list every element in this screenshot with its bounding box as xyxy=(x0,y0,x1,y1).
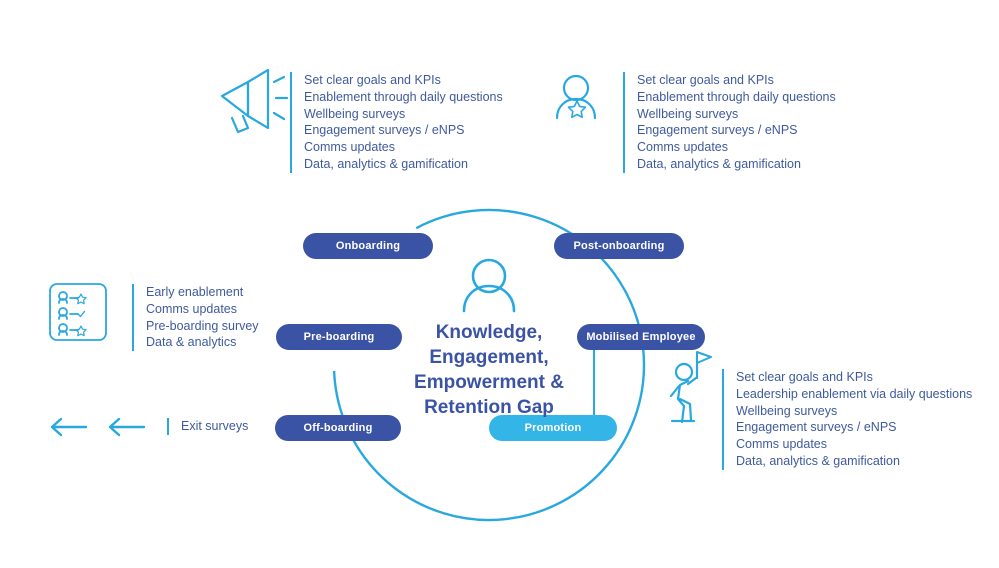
node-promotion-label: Promotion xyxy=(524,422,582,434)
post-onboarding-actions-block xyxy=(623,72,836,173)
node-post-onboarding[interactable] xyxy=(554,233,684,259)
offboarding-actions-block: Exit surveys xyxy=(167,418,248,435)
candidate-list-icon xyxy=(50,284,106,340)
person-star-icon xyxy=(557,76,595,118)
promotion-action-line: Comms updates xyxy=(736,437,828,452)
preboarding-action-line: Pre-boarding survey xyxy=(146,318,259,333)
node-mobilised-employee-label: Mobilised Employee xyxy=(586,331,696,343)
onboarding-action-line: Wellbeing surveys xyxy=(304,106,406,121)
post-onboarding-action-line: Comms updates xyxy=(637,140,729,155)
onboarding-action-line: Enablement through daily questions xyxy=(304,89,503,104)
preboarding-action-line: Comms updates xyxy=(146,301,238,316)
promotion-action-line: Set clear goals and KPIs xyxy=(736,370,873,384)
post-onboarding-action-line: Wellbeing surveys xyxy=(637,106,739,121)
promotion-action-line: Wellbeing surveys xyxy=(736,403,838,418)
promotion-action-line: Data, analytics & gamification xyxy=(736,453,900,468)
onboarding-action-line: Engagement surveys / eNPS xyxy=(304,123,465,138)
post-onboarding-action-line: Engagement surveys / eNPS xyxy=(637,123,798,138)
node-pre-boarding-label: Pre-boarding xyxy=(303,331,375,343)
preboarding-action-line: Early enablement xyxy=(146,285,244,299)
post-onboarding-action-line: Set clear goals and KPIs xyxy=(637,73,774,87)
onboarding-action-line: Data, analytics & gamification xyxy=(304,156,468,171)
node-post-onboarding-label: Post-onboarding xyxy=(573,240,665,252)
promotion-action-line: Leadership enablement via daily questions xyxy=(736,386,973,401)
employee-icon xyxy=(464,260,514,311)
onboarding-actions-block xyxy=(290,72,503,173)
megaphone-icon xyxy=(222,70,287,132)
promotion-actions-block xyxy=(722,369,972,470)
center-gap-label: Knowledge, Engagement, Empowerment & Retention Gap xyxy=(414,322,564,418)
arrow-left-icon xyxy=(52,419,144,435)
post-onboarding-action-line: Data, analytics & gamification xyxy=(637,156,801,171)
onboarding-action-line: Set clear goals and KPIs xyxy=(304,73,441,87)
node-onboarding[interactable] xyxy=(303,233,433,259)
preboarding-actions-block xyxy=(132,284,259,351)
onboarding-action-line: Comms updates xyxy=(304,140,396,155)
climber-flag-icon xyxy=(671,352,711,422)
node-off-boarding-label: Off-boarding xyxy=(303,422,373,434)
node-onboarding-label: Onboarding xyxy=(335,240,401,252)
preboarding-action-line: Data & analytics xyxy=(146,335,237,350)
post-onboarding-action-line: Enablement through daily questions xyxy=(637,89,836,104)
promotion-action-line: Engagement surveys / eNPS xyxy=(736,420,897,435)
